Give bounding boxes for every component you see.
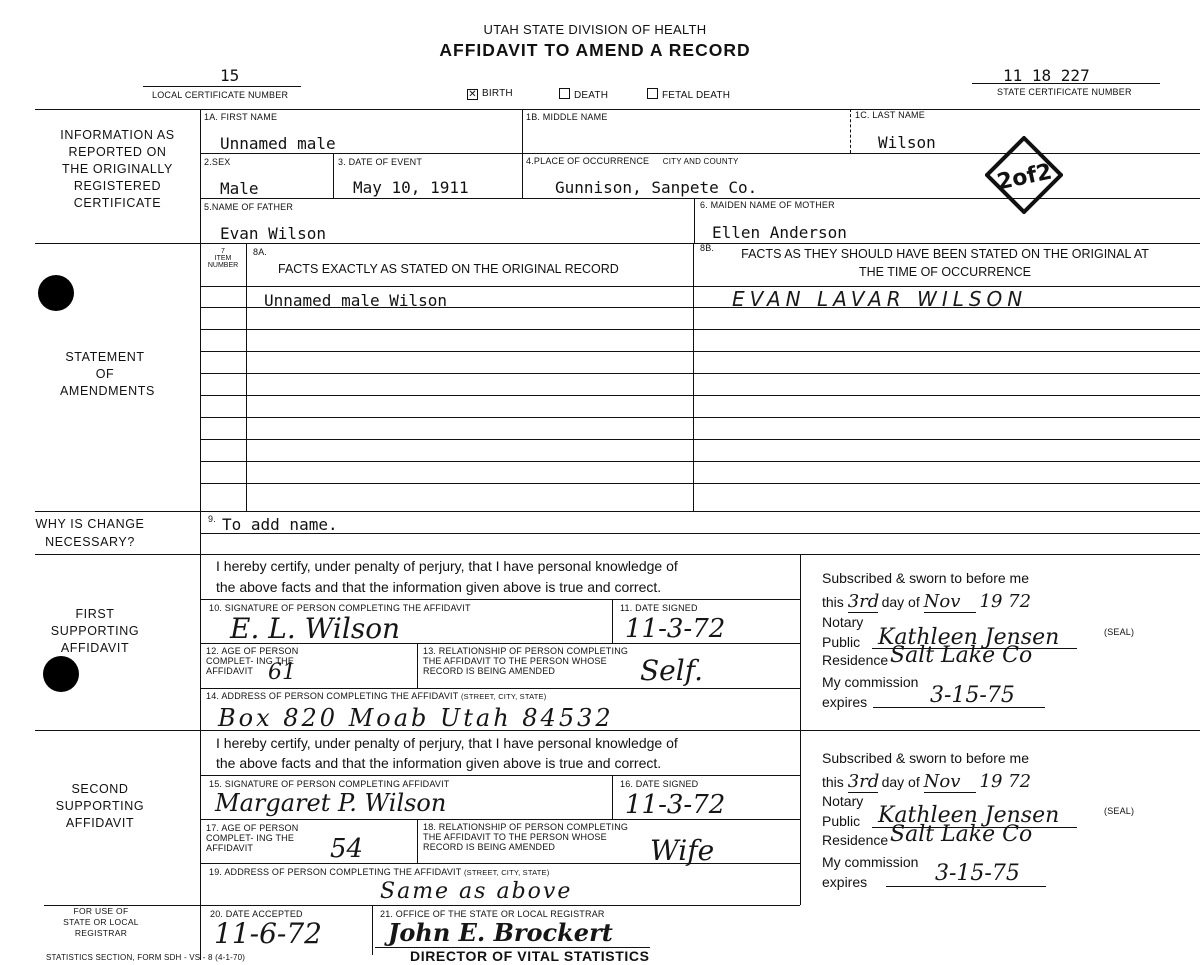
registrar-title: DIRECTOR OF VITAL STATISTICS [410, 948, 650, 964]
item-label: ITEM NUMBER [207, 255, 239, 269]
second-notary-this-label: this [822, 774, 844, 790]
first-name-value: Unnamed male [220, 134, 336, 153]
second-notary-commission: My commission expires [822, 854, 919, 890]
first-notary-expires: 3-15-75 [930, 683, 1015, 708]
second-notary-month: Nov [924, 771, 976, 793]
last-name-label: 1C. LAST NAME [855, 110, 925, 120]
first-notary-sig: Kathleen Jensen [878, 625, 1060, 650]
first-notary-public: Notary Public [822, 614, 864, 650]
second-addr-sub: (STREET, CITY, STATE) [463, 868, 550, 877]
first-addr-label-text: 14. ADDRESS OF PERSON COMPLETING THE AFFIDAVIT [206, 691, 459, 701]
sex-value: Male [220, 179, 259, 198]
form-title: AFFIDAVIT TO AMEND A RECORD [439, 40, 751, 60]
date-accepted-label: 20. DATE ACCEPTED [210, 909, 303, 919]
amendment-corrected-value: EVAN LAVAR WILSON [732, 287, 1028, 311]
first-affidavit-label: FIRST SUPPORTING AFFIDAVIT [50, 607, 140, 655]
second-age-label: 17. AGE OF PERSON COMPLET- ING THE AFFIDAVIT [206, 823, 299, 853]
date-accepted: 11-6-72 [214, 917, 322, 950]
middle-name-label: 1B. MIDDLE NAME [526, 112, 608, 122]
amendments-label: STATEMENT OF AMENDMENTS [60, 350, 155, 398]
item-number-header [200, 248, 246, 269]
first-notary-residence-label: Residence [822, 652, 889, 668]
mother-label: 6. MAIDEN NAME OF MOTHER [700, 200, 835, 210]
local-cert-number: 15 [220, 66, 240, 85]
amendment-original-value: Unnamed male Wilson [264, 291, 448, 310]
state-cert-number: 11 18 227 [1003, 66, 1090, 85]
sex-label: 2.SEX [204, 157, 231, 167]
second-certify-line1: I hereby certify, under penalty of perjury, that I have personal knowledge of [216, 735, 678, 751]
first-notary-commission: My commission expires [822, 674, 919, 710]
last-name-value: Wilson [878, 133, 936, 152]
first-notary-seal: (SEAL) [1104, 627, 1135, 637]
first-relationship: Self. [640, 654, 703, 687]
first-age-label: 12. AGE OF PERSON COMPLET- ING THE AFFIDAVIT [206, 646, 299, 676]
first-date: 11-3-72 [625, 614, 726, 644]
office-label: 21. OFFICE OF THE STATE OR LOCAL REGISTRAR [380, 909, 605, 919]
date-of-event-label: 3. DATE OF EVENT [338, 157, 423, 167]
second-notary-seal: (SEAL) [1104, 806, 1135, 816]
original-info-label: INFORMATION AS REPORTED ON THE ORIGINALLY REGISTERED CERTIFICATE [60, 128, 175, 210]
first-sig-label: 10. SIGNATURE OF PERSON COMPLETING THE AFFIDAVIT [209, 603, 471, 613]
birth-label: BIRTH [482, 88, 513, 99]
second-signature: Margaret P. Wilson [215, 789, 447, 817]
first-addr-label [206, 691, 546, 701]
second-certify-line2: the above facts and that the information given above is true and correct. [216, 755, 662, 771]
first-notary-year: 19 72 [979, 591, 1032, 612]
first-notary-sworn: Subscribed & sworn to before me [822, 570, 1029, 586]
second-notary-sworn: Subscribed & sworn to before me [822, 750, 1029, 766]
second-address: Same as above [380, 879, 573, 904]
second-notary-expires: 3-15-75 [935, 861, 1020, 886]
punch-hole-top [38, 275, 74, 311]
registrar-label: FOR USE OF STATE OR LOCAL REGISTRAR [63, 906, 139, 938]
fetal-death-label: FETAL DEATH [662, 90, 731, 101]
checkbox-fetal-death[interactable] [647, 88, 658, 99]
col-8a-header: FACTS EXACTLY AS STATED ON THE ORIGINAL RECORD [278, 262, 619, 276]
first-age: 61 [268, 660, 296, 685]
why-value: To add name. [222, 515, 338, 534]
second-addr-label [209, 867, 549, 877]
second-notary-public: Notary Public [822, 793, 864, 829]
second-notary-this [822, 771, 1031, 793]
second-notary-residence: Salt Lake Co [890, 822, 1033, 847]
second-date-label: 16. DATE SIGNED [620, 779, 699, 789]
first-name-label: 1A. FIRST NAME [204, 112, 278, 122]
place-label [526, 156, 739, 166]
second-notary-day: 3rd [847, 771, 880, 792]
agency-name: UTAH STATE DIVISION OF HEALTH [483, 22, 707, 37]
place-label-text: 4.PLACE OF OCCURRENCE [526, 156, 650, 166]
second-sig-label: 15. SIGNATURE OF PERSON COMPLETING AFFIDAVIT [209, 779, 450, 789]
second-date: 11-3-72 [625, 790, 726, 820]
second-affidavit-label: SECOND SUPPORTING AFFIDAVIT [55, 782, 145, 830]
item-num: 7 [221, 248, 225, 255]
date-of-event-value: May 10, 1911 [353, 178, 469, 197]
second-age: 54 [330, 834, 364, 864]
place-sublabel: CITY AND COUNTY [662, 157, 739, 166]
why-label: WHY IS CHANGE NECESSARY? [35, 517, 145, 549]
first-notary-month: Nov [924, 591, 976, 613]
why-num: 9. [208, 514, 216, 524]
second-notary-residence-label: Residence [822, 832, 889, 848]
first-notary-this-label: this [822, 594, 844, 610]
second-notary-sig: Kathleen Jensen [878, 803, 1060, 828]
first-notary-this [822, 591, 1031, 613]
first-certify-line1: I hereby certify, under penalty of perjury, that I have personal knowledge of [216, 558, 678, 574]
second-addr-label-text: 19. ADDRESS OF PERSON COMPLETING THE AFFIDAVIT [209, 867, 462, 877]
local-cert-label: LOCAL CERTIFICATE NUMBER [152, 90, 289, 100]
record-type-death[interactable] [559, 88, 608, 101]
second-notary-dayof: day of [881, 774, 920, 790]
first-certify-line2: the above facts and that the information given above is true and correct. [216, 579, 662, 595]
first-notary-dayof: day of [881, 594, 920, 610]
checkbox-birth[interactable]: ✕ [468, 89, 477, 100]
punch-hole-bottom [43, 656, 79, 692]
svg-text:2of2: 2of2 [994, 159, 1055, 196]
father-value: Evan Wilson [220, 224, 326, 243]
registrar-signature: John E. Brockert [388, 918, 613, 947]
death-label: DEATH [574, 90, 609, 101]
first-address: Box 820 Moab Utah 84532 [218, 704, 614, 732]
amendments-rows [200, 286, 1200, 511]
form-footer: STATISTICS SECTION, FORM SDH - VS - 8 (4-1-70) [46, 953, 246, 962]
first-signature: E. L. Wilson [230, 612, 401, 645]
place-value: Gunnison, Sanpete Co. [555, 178, 758, 197]
second-notary-year: 19 72 [979, 771, 1032, 792]
first-notary-day: 3rd [847, 591, 880, 612]
first-rel-label: 13. RELATIONSHIP OF PERSON COMPLETING THE AFFIDAVIT TO THE PERSON WHOSE RECORD IS BEING AMENDED [423, 646, 629, 676]
mother-value: Ellen Anderson [712, 223, 847, 242]
father-label: 5.NAME OF FATHER [204, 202, 294, 212]
stamp-2-of-2 [985, 136, 1063, 214]
first-addr-sub: (STREET, CITY, STATE) [460, 692, 547, 701]
record-type-fetal-death[interactable] [647, 88, 730, 101]
second-rel-label: 18. RELATIONSHIP OF PERSON COMPLETING THE AFFIDAVIT TO THE PERSON WHOSE RECORD IS BEING AMENDED [423, 822, 629, 852]
checkbox-death[interactable] [559, 88, 570, 99]
first-notary-residence: Salt Lake Co [890, 643, 1033, 668]
col-8a-num: 8A. [253, 247, 268, 257]
second-relationship: Wife [650, 834, 715, 867]
record-type-birth[interactable] [467, 88, 513, 100]
col-8b-num: 8B. [700, 243, 715, 253]
state-cert-label: STATE CERTIFICATE NUMBER [997, 87, 1132, 97]
first-date-label: 11. DATE SIGNED [620, 603, 698, 613]
col-8b-header: FACTS AS THEY SHOULD HAVE BEEN STATED ON THE ORIGINAL AT THE TIME OF OCCURRENCE [741, 247, 1149, 279]
